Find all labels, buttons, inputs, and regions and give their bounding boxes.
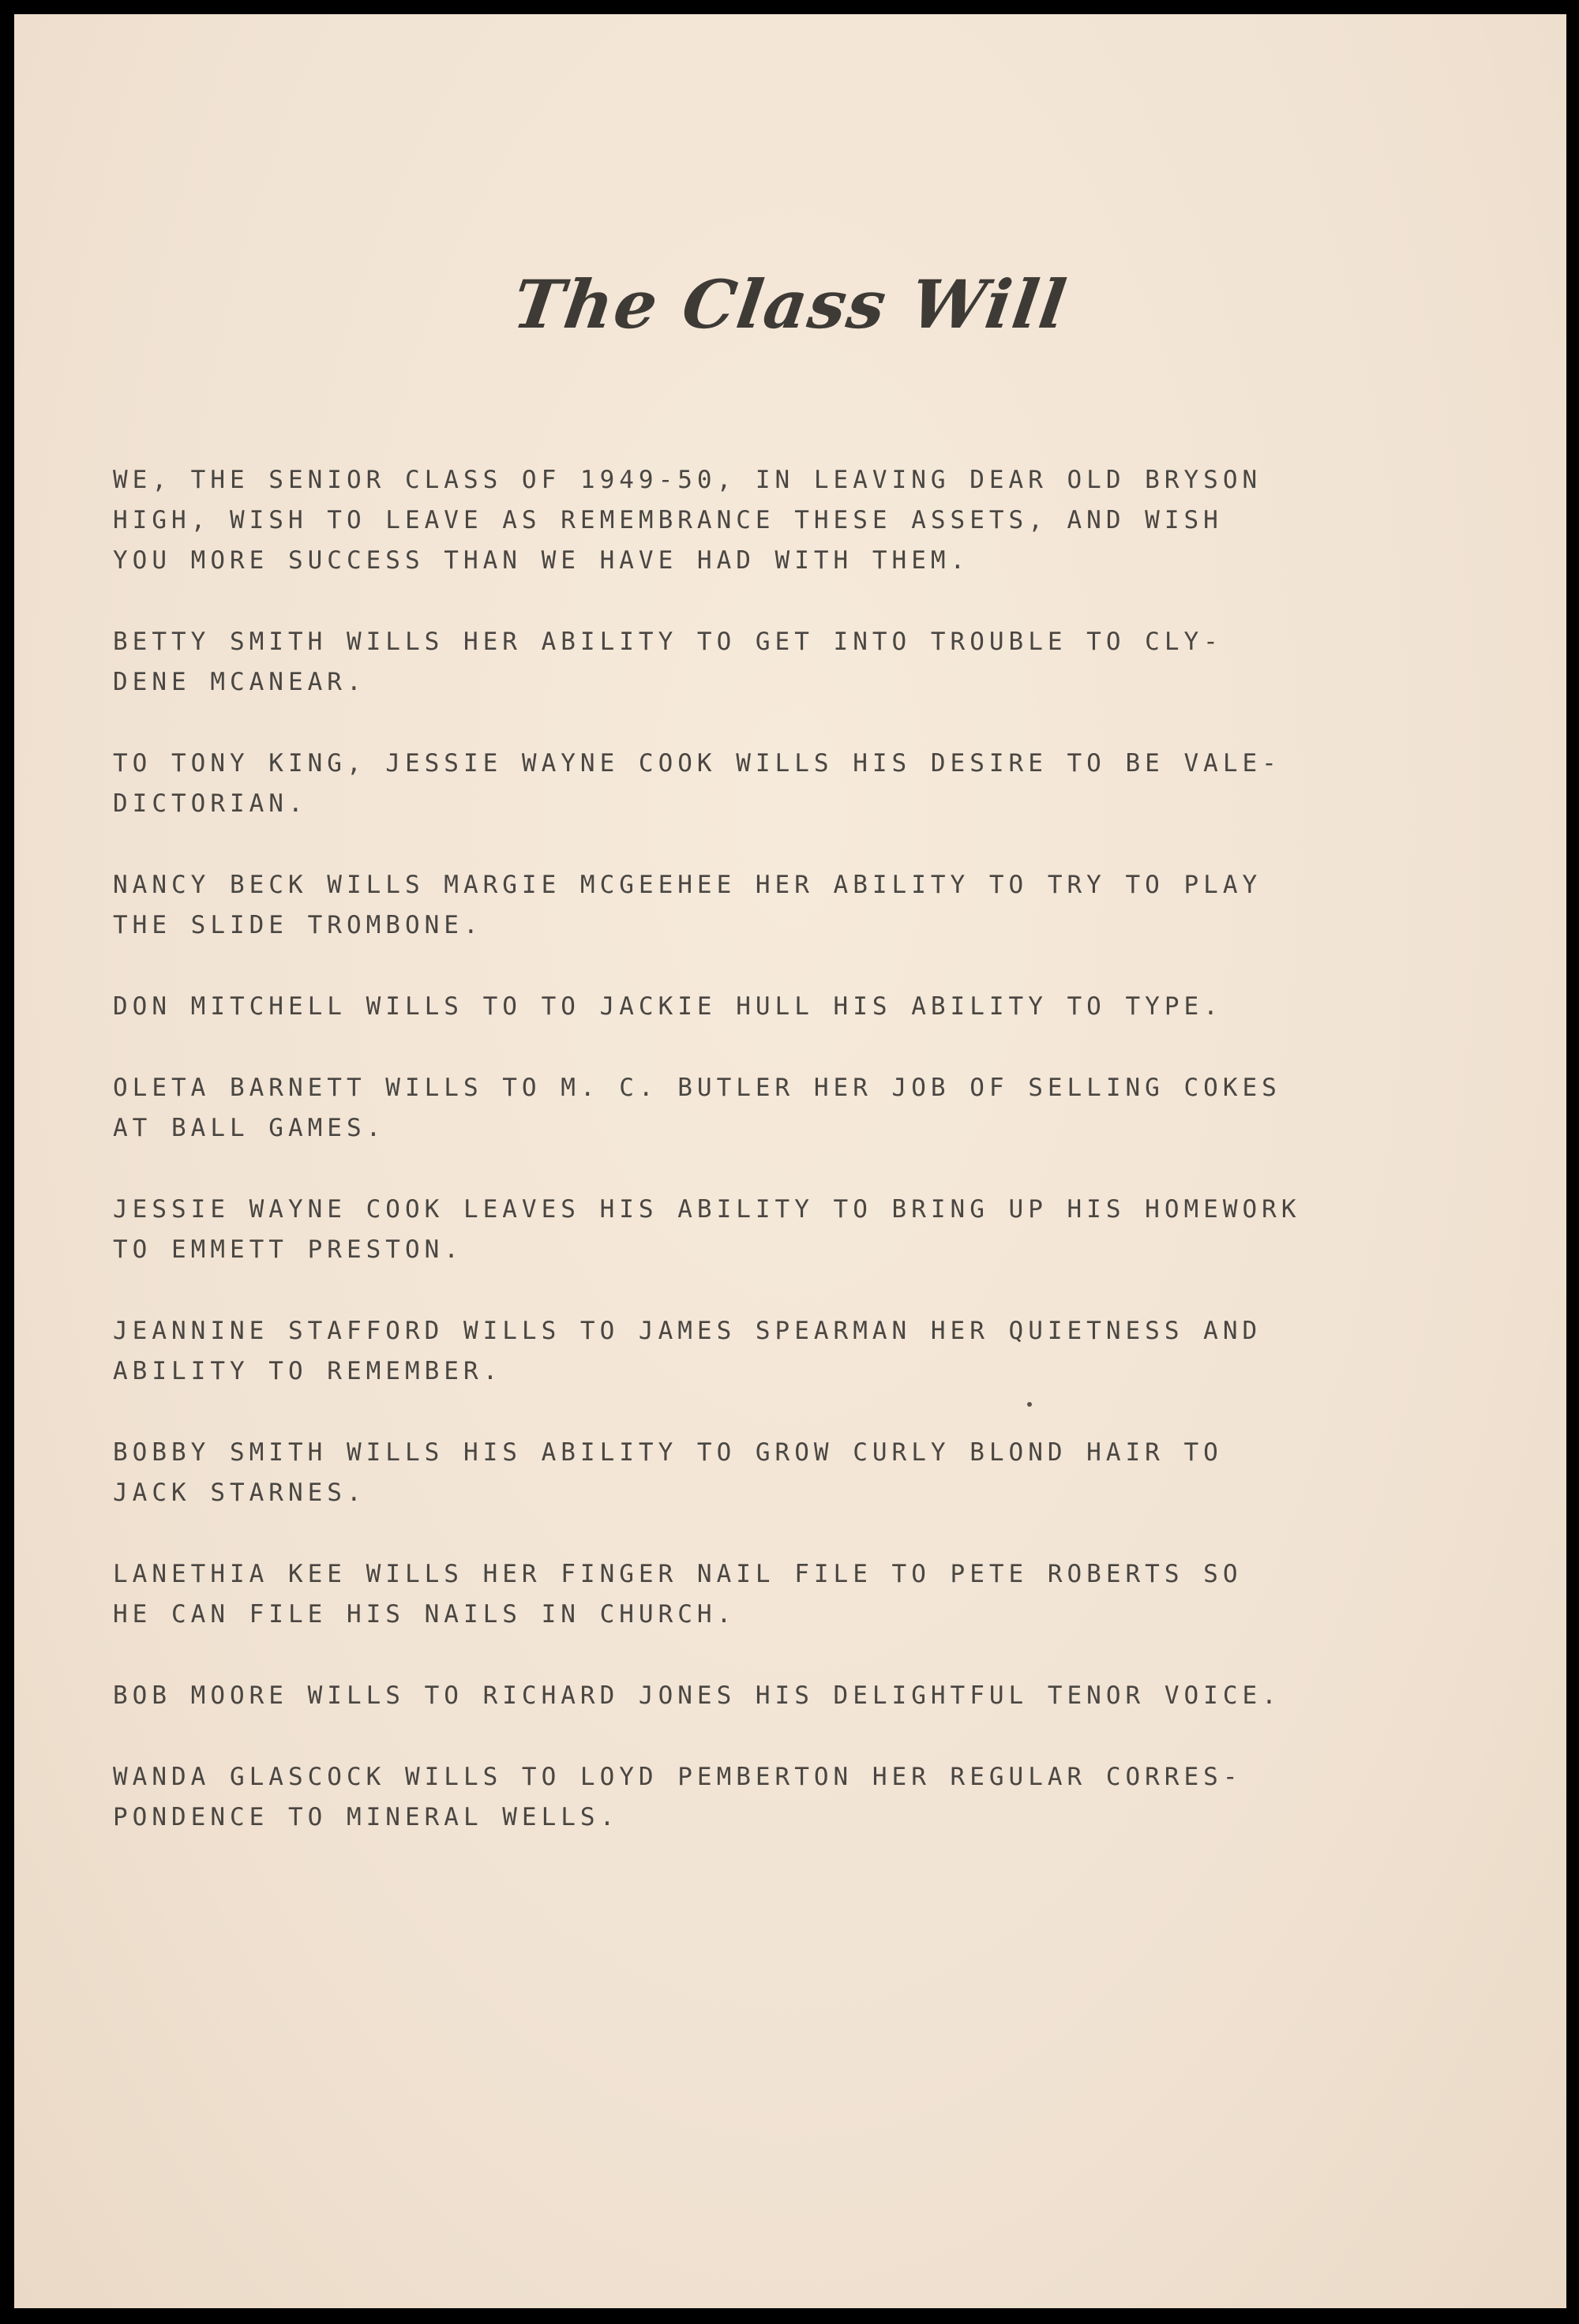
paragraph-bequest: JESSIE WAYNE COOK LEAVES HIS ABILITY TO BRING UP HIS HOMEWORK TO EMMETT PRESTON. — [113, 1195, 1301, 1264]
paragraph-bequest: LANETHIA KEE WILLS HER FINGER NAIL FILE TO PETE ROBERTS SO HE CAN FILE HIS NAILS IN CHURCH. — [113, 1560, 1243, 1629]
paragraph-bequest: NANCY BECK WILLS MARGIE MCGEEHEE HER ABILITY TO TRY TO PLAY THE SLIDE TROMBONE. — [113, 871, 1262, 939]
paragraph-bequest: WANDA GLASCOCK WILLS TO LOYD PEMBERTON HER REGULAR CORRES- PONDENCE TO MINERAL WELLS. — [113, 1763, 1243, 1831]
page-title: The Class Will — [508, 265, 1072, 343]
paragraph-bequest: OLETA BARNETT WILLS TO M. C. BUTLER HER JOB OF SELLING COKES AT BALL GAMES. — [113, 1074, 1281, 1142]
ink-speck — [1027, 1402, 1032, 1407]
will-text — [113, 460, 1471, 1879]
paragraph-bequest: BOBBY SMITH WILLS HIS ABILITY TO GROW CURLY BLOND HAIR TO JACK STARNES. — [113, 1438, 1223, 1507]
paragraph-bequest: JEANNINE STAFFORD WILLS TO JAMES SPEARMAN HER QUIETNESS AND ABILITY TO REMEMBER. — [113, 1317, 1262, 1385]
paragraph-intro: WE, THE SENIOR CLASS OF 1949-50, IN LEAVING DEAR OLD BRYSON HIGH, WISH TO LEAVE AS REMEMBRANCE THESE ASSETS, AND WISH YOU MORE SUCCESS THAN WE HAVE HAD WITH THEM. — [113, 466, 1262, 575]
paragraph-bequest: TO TONY KING, JESSIE WAYNE COOK WILLS HIS DESIRE TO BE VALE- DICTORIAN. — [113, 749, 1281, 818]
paragraph-bequest: DON MITCHELL WILLS TO TO JACKIE HULL HIS ABILITY TO TYPE. — [113, 992, 1223, 1021]
paragraph-bequest: BOB MOORE WILLS TO RICHARD JONES HIS DELIGHTFUL TENOR VOICE. — [113, 1681, 1281, 1710]
page — [14, 14, 1566, 2308]
paragraph-bequest: BETTY SMITH WILLS HER ABILITY TO GET INTO TROUBLE TO CLY- DENE MCANEAR. — [113, 628, 1223, 696]
